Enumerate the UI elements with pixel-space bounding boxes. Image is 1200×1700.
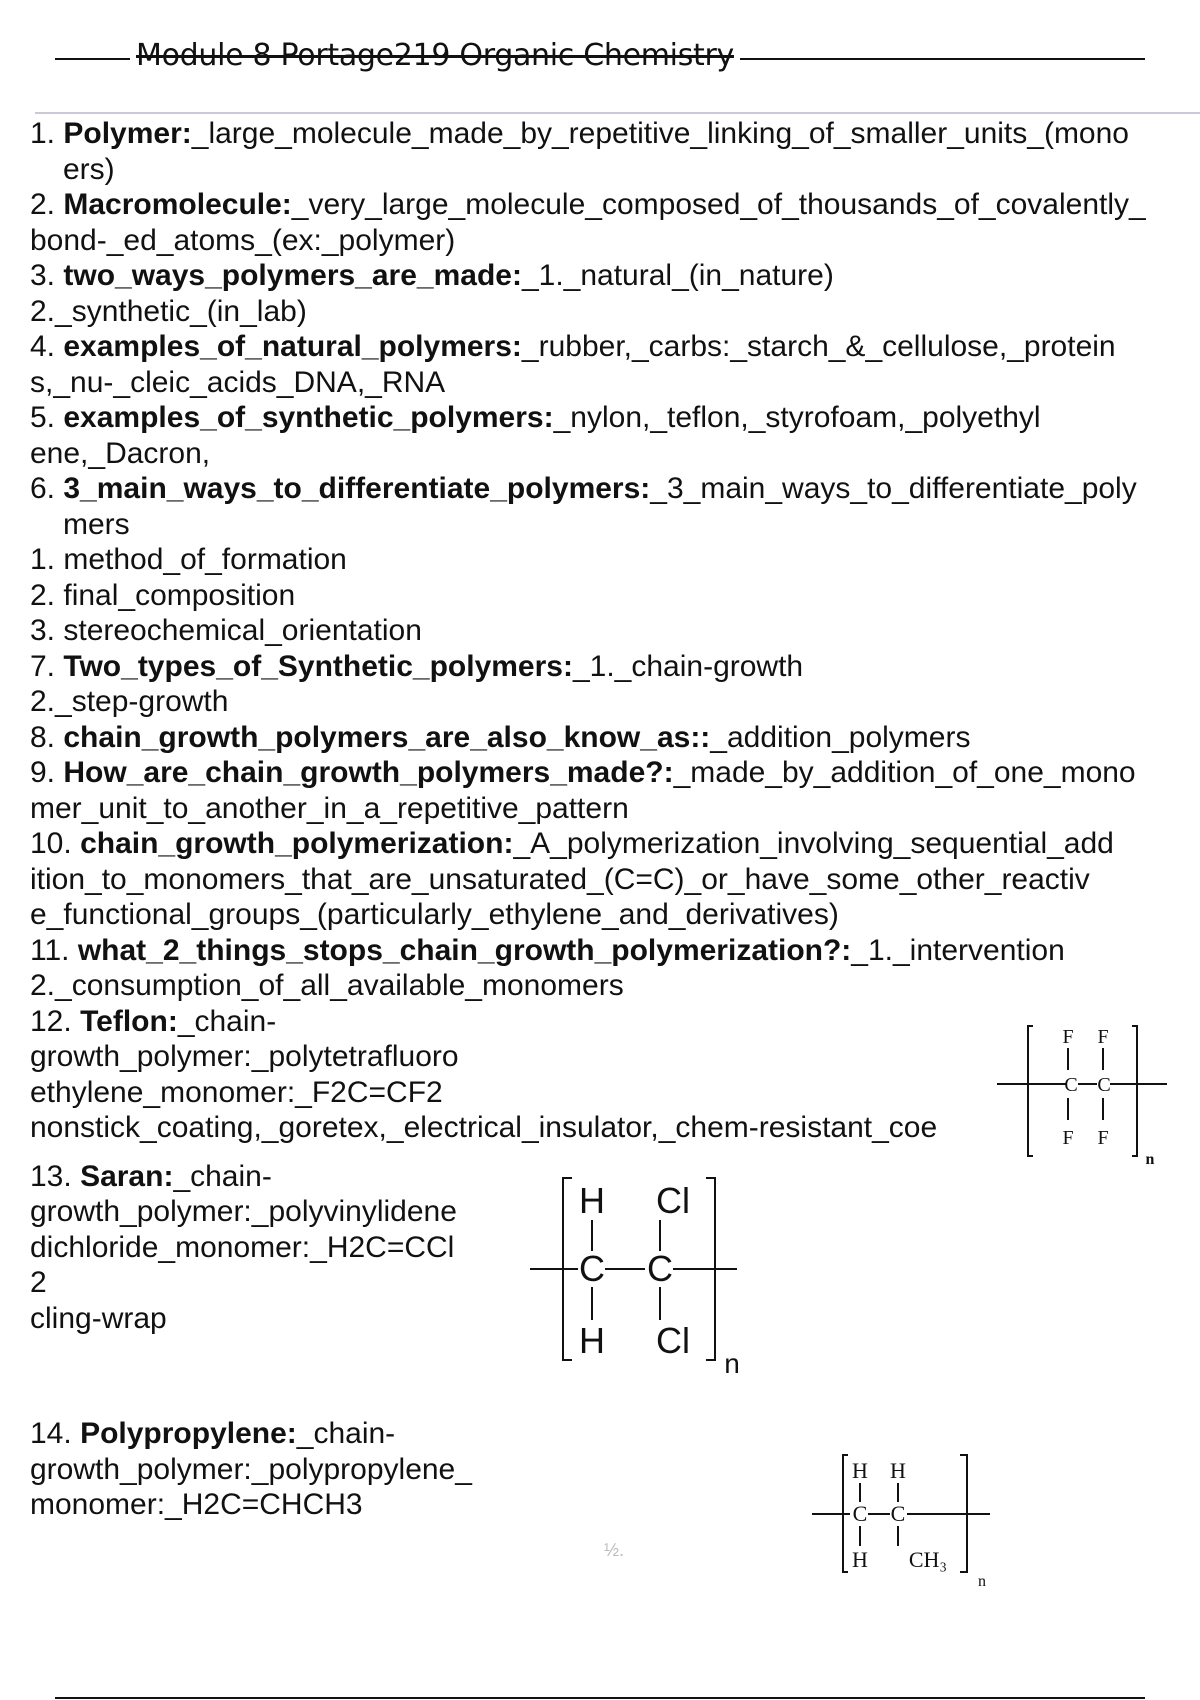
page-title: Module 8 Portage219 Organic Chemistry: [130, 38, 740, 73]
list-item-cont: dichloride_monomer:_H2C=CCl: [30, 1230, 455, 1264]
list-item-cont: s,_nu-_cleic_acids_DNA,_RNA: [30, 365, 446, 399]
list-item-cont: nonstick_coating,_goretex,_electrical_insulator,_chem-resistant_coe: [30, 1111, 938, 1144]
list-item: 6. 3_main_ways_to_differentiate_polymers:_3_main_ways_to_differentiate_poly: [30, 472, 1137, 505]
list-item-cont: mers: [63, 507, 130, 541]
list-item-cont: growth_polymer:_polytetrafluoro: [30, 1040, 459, 1073]
sub-item: 3. stereochemical_orientation: [30, 614, 422, 647]
saran-h-bottom: H: [579, 1320, 605, 1361]
list-item-cont: ethylene_monomer:_F2C=CF2: [30, 1075, 443, 1109]
polypropylene-structure: [810, 1450, 1000, 1590]
pp-h-top-right: H: [890, 1458, 906, 1483]
teflon-f-bottom-right: F: [1097, 1127, 1109, 1149]
sub-item: 2. final_composition: [30, 578, 296, 612]
divider: [35, 112, 1200, 114]
list-item: 10. chain_growth_polymerization:_A_polymerization_involving_sequential_add: [30, 827, 1114, 860]
sub-item: 1. method_of_formation: [30, 543, 347, 576]
teflon-c-right: C: [1097, 1074, 1111, 1096]
saran-cl-bottom: Cl: [656, 1320, 690, 1361]
saran-h-top: H: [579, 1180, 605, 1221]
list-item: 12. Teflon:_chain-: [30, 1004, 277, 1038]
saran-structure: [530, 1175, 745, 1380]
teflon-f-top-right: F: [1097, 1026, 1109, 1048]
teflon-structure: [995, 1018, 1170, 1168]
list-item-cont: 2._step-growth: [30, 685, 229, 718]
list-item-cont: cling-wrap: [30, 1301, 167, 1335]
list-item-cont: growth_polymer:_polyvinylidene: [30, 1195, 457, 1228]
saran-c-right: C: [647, 1248, 673, 1289]
list-item: 8. chain_growth_polymers_are_also_know_as::_addition_polymers: [30, 720, 971, 754]
saran-c-left: C: [579, 1248, 605, 1289]
teflon-f-top-left: F: [1062, 1026, 1074, 1048]
list-item-cont: ers): [63, 152, 115, 186]
teflon-c-left: C: [1064, 1074, 1078, 1096]
list-item-cont: mer_unit_to_another_in_a_repetitive_pattern: [30, 791, 629, 825]
list-item: 5. examples_of_synthetic_polymers:_nylon,_teflon,_styrofoam,_polyethyl: [30, 401, 1041, 434]
saran-cl-top: Cl: [656, 1180, 690, 1221]
list-item: 4. examples_of_natural_polymers:_rubber,_carbs:_starch_&_cellulose,_protein: [30, 330, 1116, 363]
list-item-cont: bond-_ed_atoms_(ex:_polymer): [30, 223, 456, 257]
page-header: [55, 38, 1145, 78]
pp-c-left: C: [852, 1501, 868, 1526]
list-item-cont: 2._consumption_of_all_available_monomers: [30, 969, 624, 1002]
pp-ch3-bottom: CH₃: [908, 1547, 948, 1572]
teflon-f-bottom-left: F: [1062, 1127, 1074, 1149]
list-item: 3. two_ways_polymers_are_made:_1._natural_(in_nature): [30, 259, 834, 292]
list-item: 7. Two_types_of_Synthetic_polymers:_1._chain-growth: [30, 649, 804, 683]
list-item-cont: e_functional_groups_(particularly_ethylene_and_derivatives): [30, 898, 839, 931]
pp-c-right: C: [890, 1501, 906, 1526]
list-item-cont: growth_polymer:_polypropylene_: [30, 1452, 472, 1486]
list-item: 13. Saran:_chain-: [30, 1159, 272, 1193]
pp-n-subscript: n: [978, 1573, 986, 1590]
stray-mark: ½.: [604, 1540, 625, 1560]
list-item-cont: ene,_Dacron,: [30, 436, 211, 470]
pp-h-bottom: H: [852, 1547, 868, 1572]
teflon-n-subscript: n: [1145, 1151, 1155, 1168]
list-item: 1. Polymer:_large_molecule_made_by_repetitive_linking_of_smaller_units_(mono: [30, 117, 1129, 150]
list-item-cont: 2._synthetic_(in_lab): [30, 294, 307, 328]
list-item: 2. Macromolecule:_very_large_molecule_composed_of_thousands_of_covalently_: [30, 188, 1146, 221]
list-item-cont: 2: [30, 1266, 47, 1299]
saran-n-subscript: n: [724, 1348, 740, 1379]
list-item: 9. How_are_chain_growth_polymers_made?:_made_by_addition_of_one_mono: [30, 756, 1136, 789]
list-item-cont: ition_to_monomers_that_are_unsaturated_(C=C)_or_have_some_other_reactiv: [30, 862, 1090, 896]
list-item-cont: monomer:_H2C=CHCH3: [30, 1488, 363, 1521]
list-item: 11. what_2_things_stops_chain_growth_polymerization?:_1._intervention: [30, 933, 1065, 967]
pp-h-top-left: H: [852, 1458, 868, 1483]
bottom-rule: [55, 1697, 1145, 1699]
list-item: 14. Polypropylene:_chain-: [30, 1417, 396, 1450]
